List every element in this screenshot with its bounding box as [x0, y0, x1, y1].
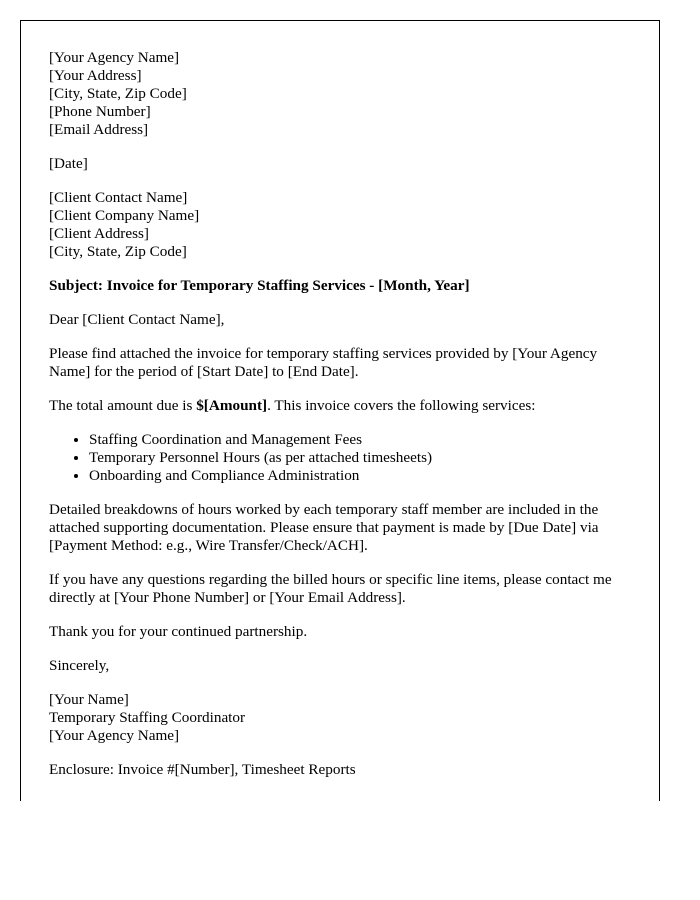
recipient-address-block	[49, 189, 631, 261]
intro-paragraph: Please find attached the invoice for temporary staffing services provided by [Your Agency Name] for the period of [Start Date] to [End Date].	[49, 345, 598, 380]
services-list	[49, 431, 631, 485]
letter-date: [Date]	[49, 155, 88, 172]
recipient-city-state-zip: [City, State, Zip Code]	[49, 243, 187, 260]
signature-block	[49, 691, 631, 745]
questions-paragraph: If you have any questions regarding the billed hours or specific line items, please contact me directly at [Your Phone Number] or [Your Email Address].	[49, 571, 612, 606]
signature-title: Temporary Staffing Coordinator	[49, 709, 246, 726]
details-paragraph: Detailed breakdowns of hours worked by each temporary staff member are included in the attached supporting documentation. Please ensure that payment is made by [Due Date] via [Payment Method: e.g., Wire Transfer/Check/ACH].	[49, 501, 599, 554]
amount-suffix: . This invoice covers the following services:	[267, 397, 536, 414]
sender-agency-name: [Your Agency Name]	[49, 49, 180, 66]
thanks-paragraph: Thank you for your continued partnership.	[49, 623, 308, 640]
amount-paragraph	[49, 397, 631, 415]
sender-email: [Email Address]	[49, 121, 149, 138]
recipient-address: [Client Address]	[49, 225, 149, 242]
sender-phone: [Phone Number]	[49, 103, 151, 120]
subject-text: Subject: Invoice for Temporary Staffing Services - [Month, Year]	[49, 277, 470, 294]
recipient-contact-name: [Client Contact Name]	[49, 189, 188, 206]
amount-prefix: The total amount due is	[49, 397, 197, 414]
signature-name: [Your Name]	[49, 691, 129, 708]
list-item: • Onboarding and Compliance Administration	[89, 467, 631, 485]
list-item: • Temporary Personnel Hours (as per attached timesheets)	[89, 449, 631, 467]
sender-address: [Your Address]	[49, 67, 142, 84]
subject-line	[49, 277, 631, 295]
list-item: • Staffing Coordination and Management Fees	[89, 431, 631, 449]
signature-agency: [Your Agency Name]	[49, 727, 180, 744]
amount-value: $[Amount]	[196, 397, 268, 414]
sender-address-block	[49, 49, 631, 139]
letter-page	[20, 20, 660, 801]
salutation: Dear [Client Contact Name],	[49, 311, 225, 328]
enclosure-line: Enclosure: Invoice #[Number], Timesheet Reports	[49, 761, 356, 778]
sender-city-state-zip: [City, State, Zip Code]	[49, 85, 187, 102]
closing: Sincerely,	[49, 657, 110, 674]
recipient-company-name: [Client Company Name]	[49, 207, 200, 224]
